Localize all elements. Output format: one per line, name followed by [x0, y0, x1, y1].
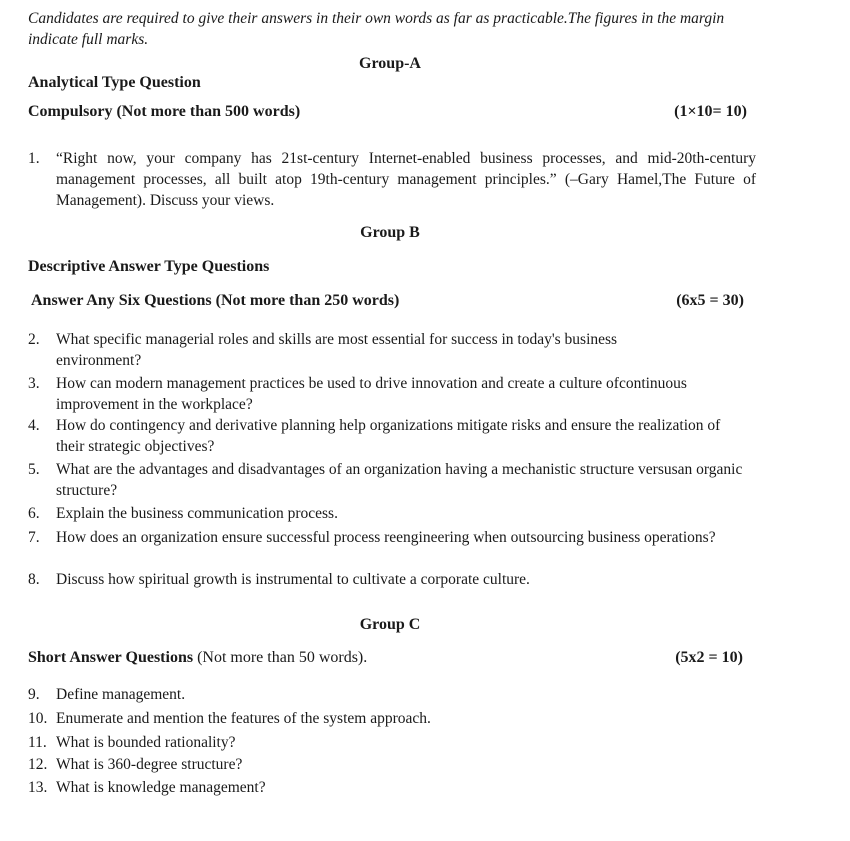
group-a-heading: Group-A	[359, 55, 421, 72]
group-c-subheading	[28, 649, 367, 667]
question-text: What is 360-degree structure?	[56, 756, 243, 773]
group-a-marks: (1×10= 10)	[674, 103, 747, 120]
question-1	[28, 148, 758, 211]
group-a-type: Analytical Type Question	[28, 74, 201, 91]
question-text: How does an organization ensure successful process reengineering when outsourcing business operations?	[56, 529, 716, 546]
question-text: Explain the business communication process.	[56, 505, 338, 522]
group-c-subheading-note: (Not more than 50 words).	[197, 649, 368, 666]
group-b-type: Descriptive Answer Type Questions	[28, 258, 270, 275]
question-text: How can modern management practices be used to drive innovation and create a culture ofcontinuous improvement in the workplace?	[56, 375, 687, 413]
question-text: What specific managerial roles and skills are most essential for success in today's business environment?	[56, 331, 618, 369]
question-number: 4.	[28, 417, 40, 434]
question-number: 6.	[28, 505, 40, 522]
question-number: 12.	[28, 756, 48, 773]
question-number: 7.	[28, 529, 40, 546]
question-number: 13.	[28, 779, 48, 796]
group-b-subheading: Answer Any Six Questions (Not more than 250 words)	[31, 292, 400, 309]
question-number: 3.	[28, 375, 40, 392]
question-text: Enumerate and mention the features of the system approach.	[56, 710, 431, 727]
question-number: 11.	[28, 734, 47, 751]
question-number: 10.	[28, 710, 48, 727]
group-a-subheading: Compulsory (Not more than 500 words)	[28, 103, 301, 120]
question-number: 9.	[28, 686, 40, 703]
question-number: 5.	[28, 461, 40, 478]
group-c-subheading-title: Short Answer Questions	[28, 649, 194, 666]
question-number: 8.	[28, 571, 40, 588]
exam-instructions: Candidates are required to give their answers in their own words as far as practicable.The figures in the margin indicate full marks.	[28, 10, 725, 48]
question-text: What are the advantages and disadvantages of an organization having a mechanistic structure versusan organic structure?	[56, 461, 743, 499]
question-text: How do contingency and derivative planning help organizations mitigate risks and ensure the realization of their strategic objectives?	[56, 417, 721, 455]
question-number: 1.	[28, 150, 40, 167]
question-text: What is knowledge management?	[56, 779, 266, 796]
group-b-heading: Group B	[360, 224, 420, 241]
group-c-heading: Group C	[359, 616, 421, 633]
group-b-marks: (6x5 = 30)	[676, 292, 744, 309]
question-text: Define management.	[56, 686, 186, 703]
question-text: “Right now, your company has 21st-century Internet-enabled business processes, and mid-20th-century management processes, all built atop 19th-century management principles.” (–Gary Hamel,The Future of Management). Discuss your views.	[56, 150, 756, 209]
question-number: 2.	[28, 331, 40, 348]
group-c-marks: (5x2 = 10)	[675, 649, 743, 666]
question-text: Discuss how spiritual growth is instrumental to cultivate a corporate culture.	[56, 571, 530, 588]
question-text: What is bounded rationality?	[56, 734, 236, 751]
